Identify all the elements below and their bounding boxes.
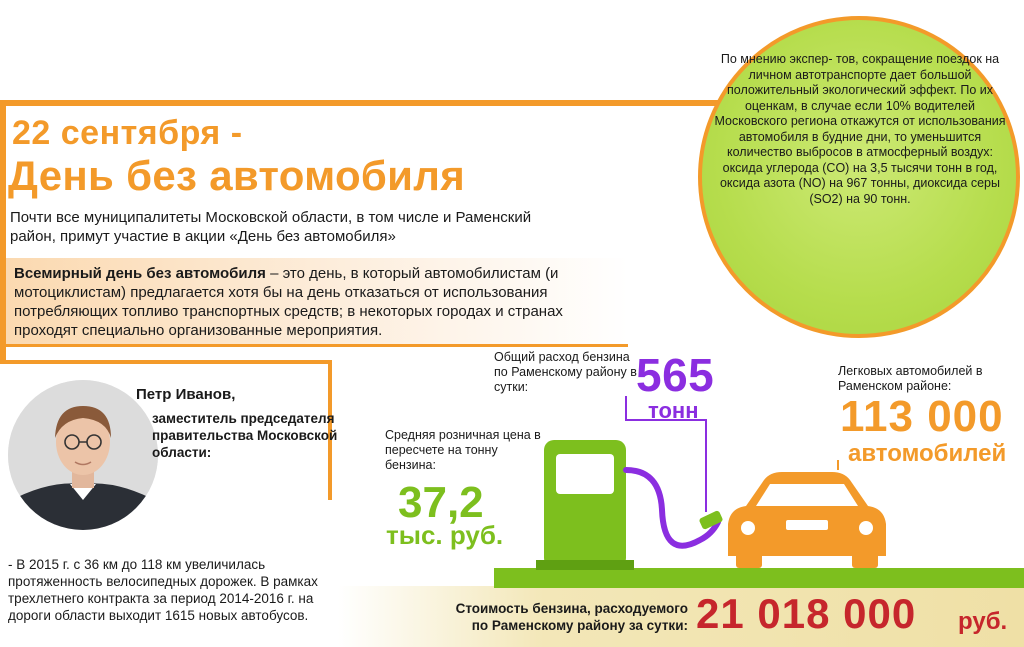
- cars-value: 113 000: [840, 392, 1004, 441]
- person-role: заместитель председателя правительства Московской области:: [152, 411, 338, 460]
- nozzle-icon: [698, 510, 723, 530]
- fuel-pump-icon: [536, 440, 634, 570]
- fuel-value: 565: [636, 349, 715, 401]
- fuel-unit: тонн: [648, 398, 699, 423]
- intro-text: Почти все муниципалитеты Московской области, в том числе и Раменский район, примут участие в акции «День без автомобиля»: [10, 209, 532, 245]
- price-value: 37,2: [398, 478, 484, 527]
- quote-text: - В 2015 г. с 36 км до 118 км увеличилась протяженность велосипедных дорожек. В рамках трехлетнего контракта за период 2014-2016 г. на дороги области выходит 1615 новых автобусов.: [8, 557, 318, 623]
- cost-label: Стоимость бензина, расходуемого по Раменскому району за сутки:: [455, 601, 688, 633]
- title-date: 22 сентября -: [12, 114, 243, 152]
- cost-unit: руб.: [958, 608, 1008, 635]
- price-unit: тыс. руб.: [386, 520, 504, 550]
- price-label: Средняя розничная цена в пересчете на тонну бензина:: [385, 428, 541, 472]
- fuel-hose-icon: [626, 470, 718, 546]
- page-title: День без автомобиля: [8, 152, 466, 199]
- car-icon: [728, 472, 886, 568]
- definition-term: Всемирный день без автомобиля: [14, 265, 266, 282]
- person-name: Петр Иванов,: [136, 386, 236, 403]
- cars-unit: автомобилей: [848, 440, 1007, 467]
- definition-body: – это день, в который автомобилистам (и мотоциклистам) предлагается хотя бы на день отказаться от использования потребляющих топливо транспортных средств; в некоторых городах и странах проходят специально организованные мероприятия.: [14, 265, 563, 339]
- fuel-label: Общий расход бензина по Раменскому району в сутки:: [494, 350, 637, 394]
- expert-note: По мнению экспер- тов, сокращение поездок на личном автотранспорте дает большой положительный экологический эффект. По их оценкам, в случае если 10% водителей Московского региона откажутся от использования автомобиля в будние дни, то уменьшится количество выбросов в атмосферный воздух: оксида углерода (CO) на 3,5 тысячи тонн в год, оксида азота (NO) на 967 тонны, диоксида серы (SO2) на 90 тонн.: [714, 52, 1006, 206]
- cars-label: Легковых автомобилей в Раменском районе:: [838, 364, 983, 393]
- cost-value: 21 018 000: [696, 590, 917, 637]
